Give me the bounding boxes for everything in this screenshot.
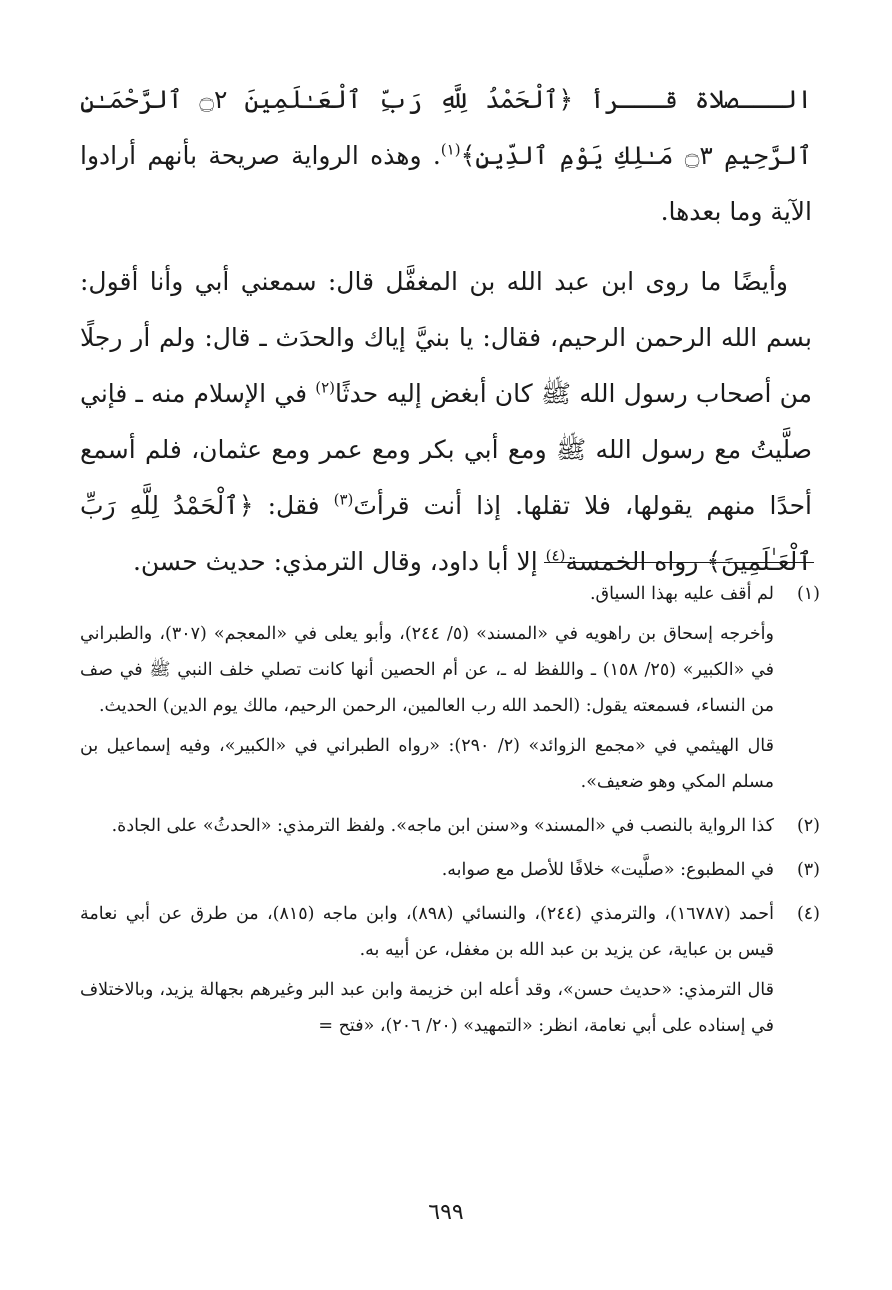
footnote-ref-3: (٣) [333,490,354,509]
footnote-body [80,576,774,804]
paragraph-1-tail: . وهذه الرواية صريحة بأنهم أرادوا الآية وما بعدها. [80,141,812,226]
footnote-ref-1: (١) [440,140,461,159]
footnote-body [80,852,774,892]
footnote-divider [544,562,814,563]
footnote-line: كذا الرواية بالنصب في «المسند» و«سنن ابن ماجه». ولفظ الترمذي: «الحدثُ» على الجادة. [111,816,774,836]
paragraph-1 [80,72,812,240]
paragraph-2-part3: فقل: ﴿ٱلْحَمْدُ لِلَّهِ رَبِّ ٱلْعَـٰلَمِينَ﴾ رواه الخمسة [80,491,812,576]
main-text [80,72,812,604]
footnote-line: في المطبوع: «صلَّيت» خلافًا للأصل مع صوابه. [441,860,774,880]
footnote-4 [80,896,820,1048]
footnote-number: (٢) [796,816,820,836]
footnotes [80,576,820,1052]
paragraph-2-part1: وأيضًا ما روى ابن عبد الله بن المغفَّل قال: سمعني أبي وأنا أقول: بسم الله الرحمن الرحيم، فقال: يا بنيَّ إياك والحدَث ـ قال: ولم أر رجلًا من أصحاب رسول الله ﷺ كان أبغض إليه حدثًا [80,267,812,408]
footnote-body [80,808,774,848]
paragraph-1-text: الـــصلاة قـــرأ ﴿ٱلْحَمْدُ لِلَّهِ رَبِّ ٱلْعَـٰلَمِينَ ۝٢ ٱلرَّحْمَـٰنِ ٱلرَّحِيمِ ۝٣ مَـٰلِكِ يَوْمِ ٱلدِّينِ﴾ [80,85,812,170]
footnote-ref-2: (٢) [315,378,336,397]
paragraph-2 [80,254,812,590]
footnote-3 [80,852,820,892]
footnote-number: (٤) [796,904,820,924]
page-number: ٦٩٩ [428,1200,464,1225]
footnote-2 [80,808,820,848]
footnote-number: (٣) [796,860,820,880]
footnote-line: قال الهيثمي في «مجمع الزوائد» (٢/ ٢٩٠): «رواه الطبراني في «الكبير»، وفيه إسماعيل بن مسلم المكي وهو ضعيف». [80,736,774,792]
footnote-number: (١) [796,584,820,604]
paragraph-2-part4: إلا أبا داود، وقال الترمذي: حديث حسن. [132,547,546,576]
footnote-1 [80,576,820,804]
paragraph-2-part2: في الإسلام منه ـ فإني صلَّيتُ مع رسول الله ﷺ ومع أبي بكر ومع عمر ومع عثمان، فلم أسمع أحدًا منهم يقولها، فلا تقلها. إذا أنت قرأتَ [80,379,812,520]
footnote-ref-4: (٤) [545,546,566,565]
footnote-line: قال الترمذي: «حديث حسن»، وقد أعله ابن خزيمة وابن عبد البر وغيرهم بجهالة يزيد، وبالاختلاف في إسناده على أبي نعامة، انظر: «التمهيد» (٢٠/ ٢٠٦)، «فتح = [80,980,774,1036]
footnote-line: أحمد (١٦٧٨٧)، والترمذي (٢٤٤)، والنسائي (٨٩٨)، وابن ماجه (٨١٥)، من طرق عن أبي نعامة قيس بن عباية، عن يزيد بن عبد الله بن مغفل، عن أبيه به. [80,904,774,960]
footnote-line: وأخرجه إسحاق بن راهويه في «المسند» (٥/ ٢٤٤)، وأبو يعلى في «المعجم» (٣٠٧)، والطبراني في «الكبير» (٢٥/ ١٥٨) ـ واللفظ له ـ، عن أم الحصين أنها كانت تصلي خلف النبي ﷺ في صف من النساء، فسمعته يقول: (الحمد الله رب العالمين، الرحمن الرحيم، مالك يوم الدين) الحديث. [80,624,774,716]
footnote-line: لم أقف عليه بهذا السياق. [589,584,774,604]
footnote-body [80,896,774,1048]
